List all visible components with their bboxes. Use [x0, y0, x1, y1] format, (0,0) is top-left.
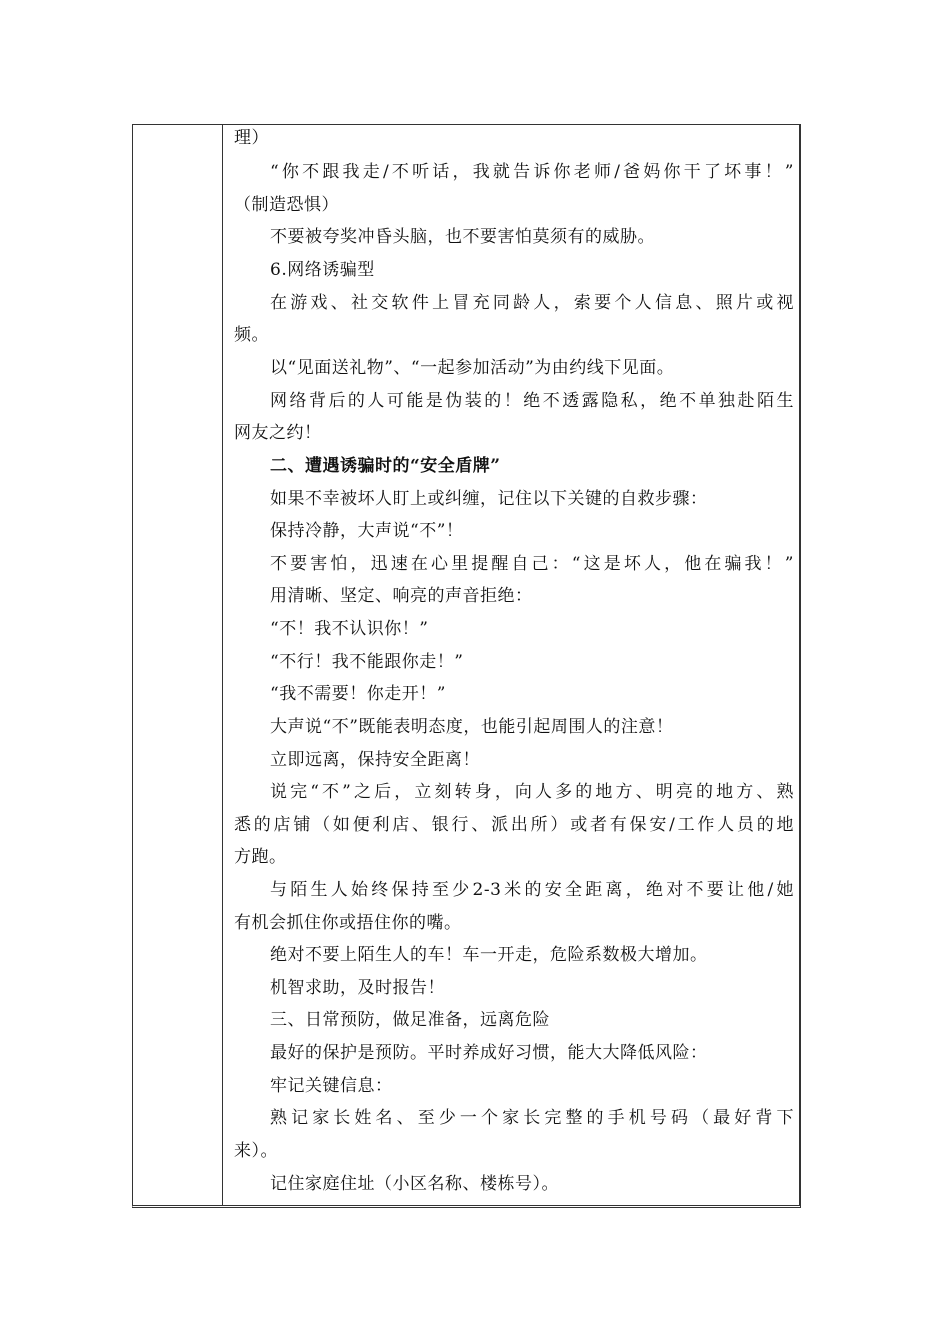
text-line: 网络背后的人可能是伪装的！绝不透露隐私，绝不单独赴陌生	[270, 391, 794, 411]
text-line: “我不需要！你走开！”	[270, 684, 446, 704]
text-line: 机智求助，及时报告！	[270, 978, 445, 998]
text-line: 不要害怕，迅速在心里提醒自己：“这是坏人，他在骗我！”	[270, 554, 794, 574]
text-line: “不！我不认识你！”	[270, 619, 429, 639]
text-line: （制造恐惧）	[234, 195, 339, 215]
text-line: 记住家庭住址（小区名称、楼栋号）。	[270, 1174, 559, 1194]
text-line: 熟记家长姓名、至少一个家长完整的手机号码（最好背下	[270, 1108, 794, 1128]
text-line: 理）	[234, 128, 269, 148]
text-line: 以“见面送礼物”、“一起参加活动”为由约线下见面。	[270, 358, 675, 378]
text-line: 方跑。	[234, 847, 287, 867]
text-line: 网友之约！	[234, 423, 322, 443]
text-line: 牢记关键信息：	[270, 1076, 393, 1096]
section-heading: 三、日常预防，做足准备，远离危险	[270, 1010, 550, 1030]
text-line: 不要被夸奖冲昏头脑，也不要害怕莫须有的威胁。	[270, 227, 655, 247]
text-line: 绝对不要上陌生人的车！车一开走，危险系数极大增加。	[270, 945, 708, 965]
text-line: 保持冷静，大声说“不”！	[270, 521, 464, 541]
section-heading: 二、遭遇诱骗时的“安全盾牌”	[270, 456, 501, 476]
table-label-column	[133, 125, 223, 1205]
text-line: 大声说“不”既能表明态度，也能引起周围人的注意！	[270, 717, 674, 737]
text-line: 最好的保护是预防。平时养成好习惯，能大大降低风险：	[270, 1043, 708, 1063]
text-line: 用清晰、坚定、响亮的声音拒绝：	[270, 586, 533, 606]
text-line: 立即远离，保持安全距离！	[270, 750, 480, 770]
text-line: 在游戏、社交软件上冒充同龄人，索要个人信息、照片或视	[270, 293, 794, 313]
text-line: 与陌生人始终保持至少2-3米的安全距离，绝对不要让他/她	[270, 880, 794, 900]
text-line: 说完“不”之后，立刻转身，向人多的地方、明亮的地方、熟	[270, 782, 794, 802]
text-line: 来）。	[234, 1141, 278, 1161]
text-line: 如果不幸被坏人盯上或纠缠，记住以下关键的自救步骤：	[270, 489, 708, 509]
text-line: 频。	[234, 325, 269, 345]
document-table	[132, 124, 801, 1208]
text-line: 有机会抓住你或捂住你的嘴。	[234, 913, 462, 933]
text-line: “你不跟我走/不听话，我就告诉你老师/爸妈你干了坏事！”	[270, 162, 794, 182]
text-line: 悉的店铺（如便利店、银行、派出所）或者有保安/工作人员的地	[234, 815, 794, 835]
text-line: “不行！我不能跟你走！”	[270, 652, 464, 672]
text-line: 6.网络诱骗型	[270, 260, 375, 280]
